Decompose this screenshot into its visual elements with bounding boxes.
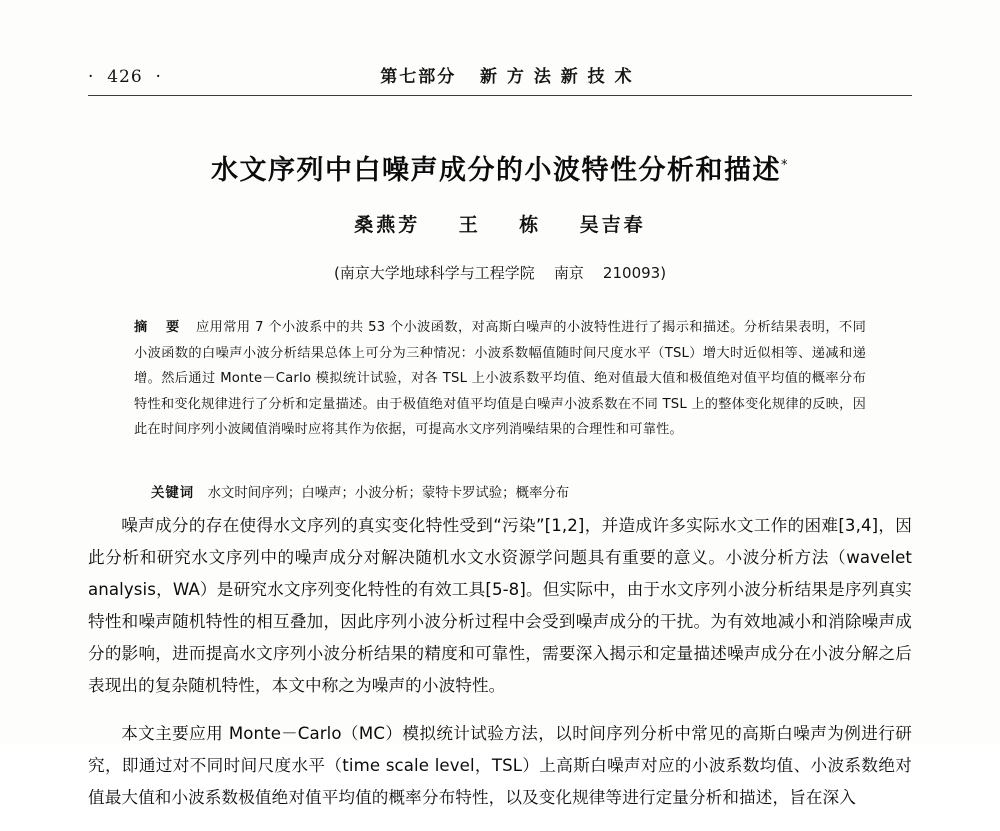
page-title: [0, 148, 1000, 187]
page-number: · 426 ·: [88, 67, 162, 87]
abstract-paragraph: [134, 315, 866, 443]
section-header: 第七部分 新 方 法 新 技 术: [380, 67, 634, 87]
abstract-text: 应用常用 7 个小波系中的共 53 个小波函数，对高斯白噪声的小波特性进行了揭示和描述。分析结果表明，不同小波函数的白噪声小波分析结果总体上可分为三种情况：小波系数幅值随时间尺度水平（TSL）增大时近似相等、递减和递增。然后通过 Monte－Carlo 模拟统计试验，对各 TSL 上小波系数平均值、绝对值最大值和极值绝对值平均值的概率分布特性和变化规律进行了分析和定量描述。由于极值绝对值平均值是白噪声小波系数在不同 TSL 上的整体变化规律的反映，因此在时间序列小波阈值消噪时应将其作为依据，可提高水文序列消噪结果的合理性和可靠性。: [134, 320, 866, 437]
title-text: 水文序列中白噪声成分的小波特性分析和描述: [211, 155, 781, 186]
paragraph-1: 噪声成分的存在使得水文序列的真实变化特性受到“污染”[1,2]，并造成许多实际水文工作的困难[3,4]，因此分析和研究水文序列中的噪声成分对解决随机水文水资源学问题具有重要的意义。小波分析方法（wavelet analysis，WA）是研究水文序列变化特性的有效工具[5-8]。但实际中，由于水文序列小波分析结果是序列真实特性和噪声随机特性的相互叠加，因此序列小波分析过程中会受到噪声成分的干扰。为有效地减小和消除噪声成分的影响，进而提高水文序列小波分析结果的精度和可靠性，需要深入揭示和定量描述噪声成分在小波分解之后表现出的复杂随机特性，本文中称之为噪声的小波特性。: [88, 515, 918, 695]
abstract-section: [134, 315, 866, 443]
paragraph-2: 本文主要应用 Monte－Carlo（MC）模拟统计试验方法，以时间序列分析中常见的高斯白噪声为例进行研究，即通过对不同时间尺度水平（time scale level，TSL）上高斯白噪声对应的小波系数均值、小波系数绝对值最大值和小波系数极值绝对值平均值的概率分布特性，以及变化规律等进行定量分析和描述，旨在深入: [88, 724, 912, 808]
keywords-label: 关键词: [151, 486, 195, 501]
title-footnote-marker: *: [781, 158, 789, 173]
abstract-label: 摘 要: [134, 320, 183, 335]
header-divider: [88, 95, 912, 96]
author-list: 桑燕芳 王 栋 吴吉春: [354, 214, 646, 236]
running-head: [88, 62, 912, 92]
body-text: [88, 493, 918, 831]
affiliation: (南京大学地球科学与工程学院 南京 210093): [333, 264, 667, 282]
keywords-text: 水文时间序列；白噪声；小波分析；蒙特卡罗试验；概率分布: [207, 486, 570, 501]
